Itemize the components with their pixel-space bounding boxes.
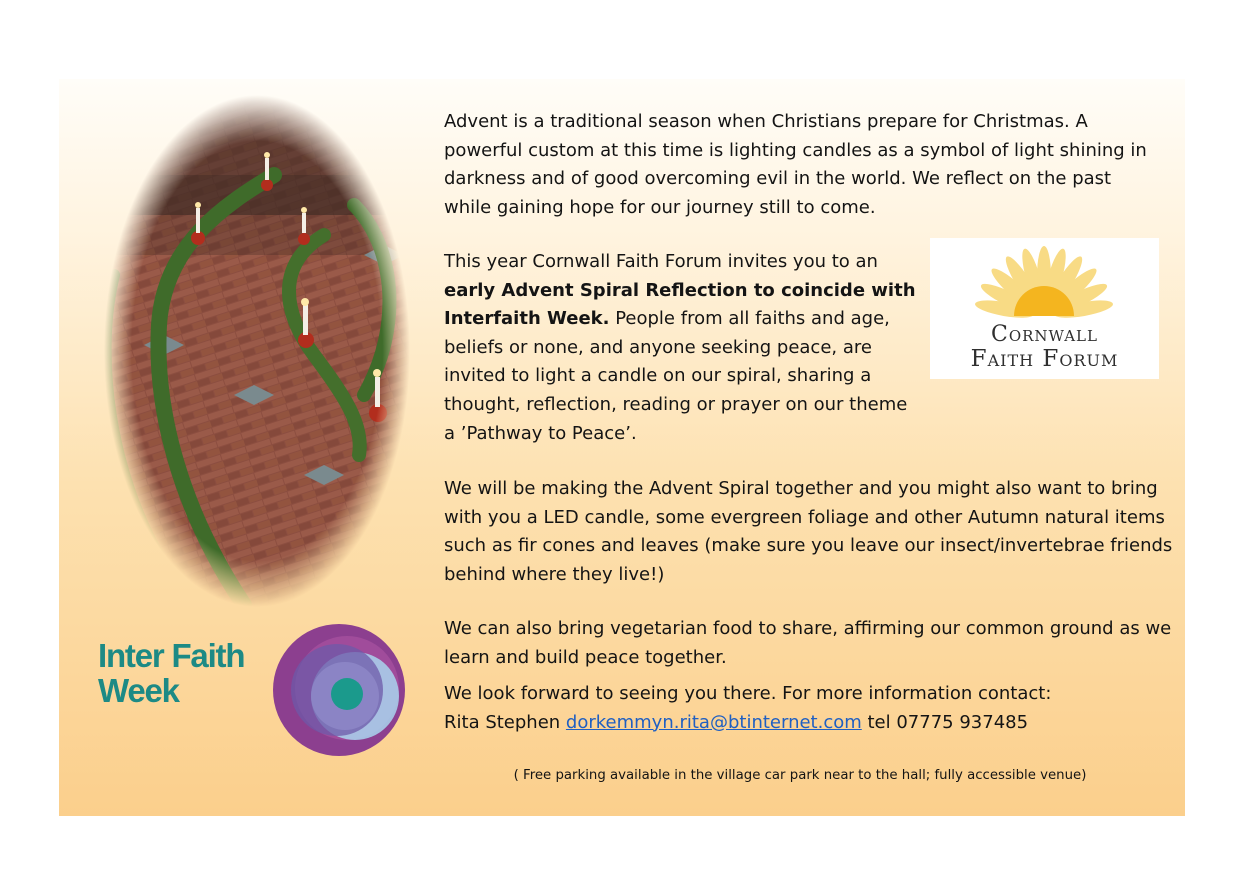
invitation-text-start: This year Cornwall Faith Forum invites you to an bbox=[444, 251, 878, 272]
invitation-text-end: People from all faiths and age, beliefs or none, and anyone seeking peace, are invited to light a candle on our spiral, sharing a thought, reflection, reading or prayer on our theme a ’Pathway to Peace’. bbox=[444, 308, 908, 444]
advent-spiral-photo bbox=[104, 95, 410, 607]
intro-paragraph: Advent is a traditional season when Christians prepare for Christmas. A powerful custom at this time is lighting candles as a symbol of light shining in darkness and of good overcoming evil in the world. We reflect on the past while gaining hope for our journey still to come. bbox=[444, 111, 1147, 218]
ifw-line1: Inter Faith bbox=[98, 637, 245, 674]
food-paragraph: We can also bring vegetarian food to share, affirming our common ground as we learn and build peace together. bbox=[444, 618, 1172, 668]
cornwall-logo-line1: Cornwall bbox=[991, 322, 1098, 347]
contact-email-link[interactable]: dorkemmyn.rita@btinternet.com bbox=[565, 711, 862, 733]
inter-faith-week-wordmark bbox=[98, 638, 244, 708]
ifw-line2: Week bbox=[98, 672, 179, 709]
contact-line bbox=[444, 709, 1174, 738]
invitation-event-name: early Advent Spiral Reflection to coincide with Interfaith Week. bbox=[444, 279, 916, 330]
contact-name: Rita Stephen bbox=[444, 711, 566, 733]
sunburst-logo-icon bbox=[964, 246, 1124, 326]
parking-note: ( Free parking available in the village car park near to the hall; fully accessible venue) bbox=[513, 768, 1087, 783]
contact-intro: We look forward to seeing you there. For more information contact: bbox=[444, 683, 1052, 704]
cornwall-faith-forum-logo bbox=[930, 238, 1159, 379]
invitation-paragraph bbox=[444, 248, 919, 448]
bring-items-paragraph: We will be making the Advent Spiral together and you might also want to bring with you a LED candle, some evergreen foliage and other Autumn natural items such as fir cones and leaves (make sure you leave our insect/invertebrae friends behind where they live!) bbox=[444, 478, 1173, 585]
contact-phone: tel 07775 937485 bbox=[861, 711, 1029, 733]
contact-paragraph bbox=[444, 680, 1174, 737]
cornwall-logo-line2: Faith Forum bbox=[970, 346, 1119, 372]
concentric-circles-logo-icon bbox=[271, 622, 411, 758]
